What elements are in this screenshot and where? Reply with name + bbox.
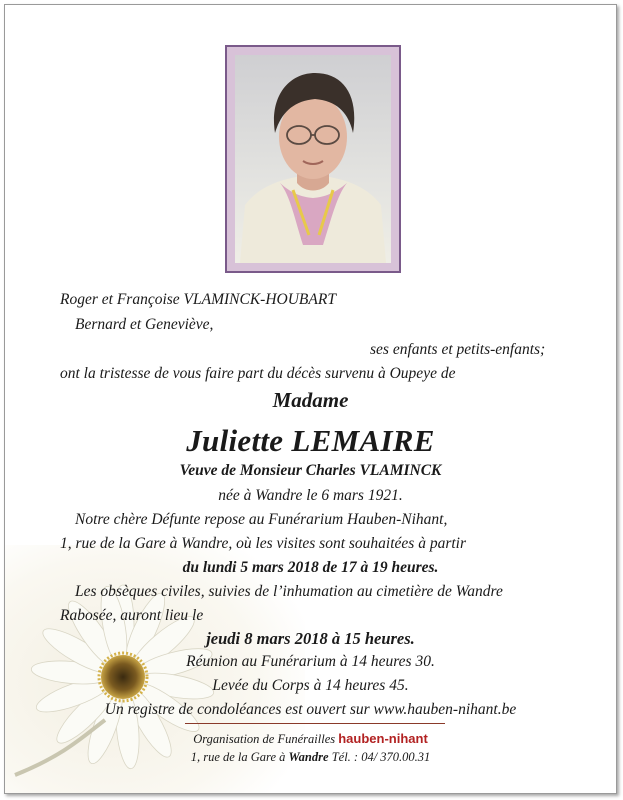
footer-organisation: [5, 731, 616, 747]
funeral-line-1: Les obsèques civiles, suivies de l’inhumation au cimetière de Wandre: [75, 583, 503, 600]
funeral-line-5: Levée du Corps à 14 heures 45.: [212, 677, 409, 694]
deceased-name: Juliette LEMAIRE: [186, 423, 435, 458]
footer-address: [5, 750, 616, 765]
footer-city: Wandre: [288, 750, 329, 764]
condolence-text: Un registre de condoléances est ouvert sur www.hauben-nihant.be: [104, 701, 517, 718]
portrait-frame: [225, 45, 401, 273]
footer-org-prefix: Organisation de Funérailles: [193, 732, 336, 746]
announcement: ont la tristesse de vous faire part du décès survenu à Oupeye de: [60, 365, 456, 382]
funeral-line-2: Rabosée, auront lieu le: [60, 607, 204, 624]
portrait-photo: [235, 55, 391, 263]
funeral-date: jeudi 8 mars 2018 à 15 heures.: [206, 629, 415, 648]
brand-logo: hauben-nihant: [338, 731, 428, 746]
birth-info: née à Wandre le 6 mars 1921.: [218, 487, 403, 504]
visiting-hours: du lundi 5 mars 2018 de 17 à 19 heures.: [182, 559, 439, 576]
family-line-3: ses enfants et petits-enfants;: [370, 341, 546, 358]
family-line-1: Roger et Françoise VLAMINCK-HOUBART: [60, 291, 336, 308]
rest-line-1: Notre chère Défunte repose au Funérarium Hauben-Nihant,: [75, 511, 448, 528]
footer-phone: Tél. : 04/ 370.00.31: [331, 750, 431, 764]
footer-address-prefix: 1, rue de la Gare à: [190, 750, 286, 764]
widow-of: Veuve de Monsieur Charles VLAMINCK: [179, 462, 442, 479]
footer-divider: [185, 723, 445, 724]
obituary-card: [4, 4, 617, 794]
funeral-line-4: Réunion au Funérarium à 14 heures 30.: [186, 653, 435, 670]
salutation: Madame: [272, 388, 349, 412]
rest-line-2: 1, rue de la Gare à Wandre, où les visites sont souhaitées à partir: [60, 535, 466, 552]
family-line-2: Bernard et Geneviève,: [75, 316, 214, 333]
condolence-register: [5, 701, 616, 719]
